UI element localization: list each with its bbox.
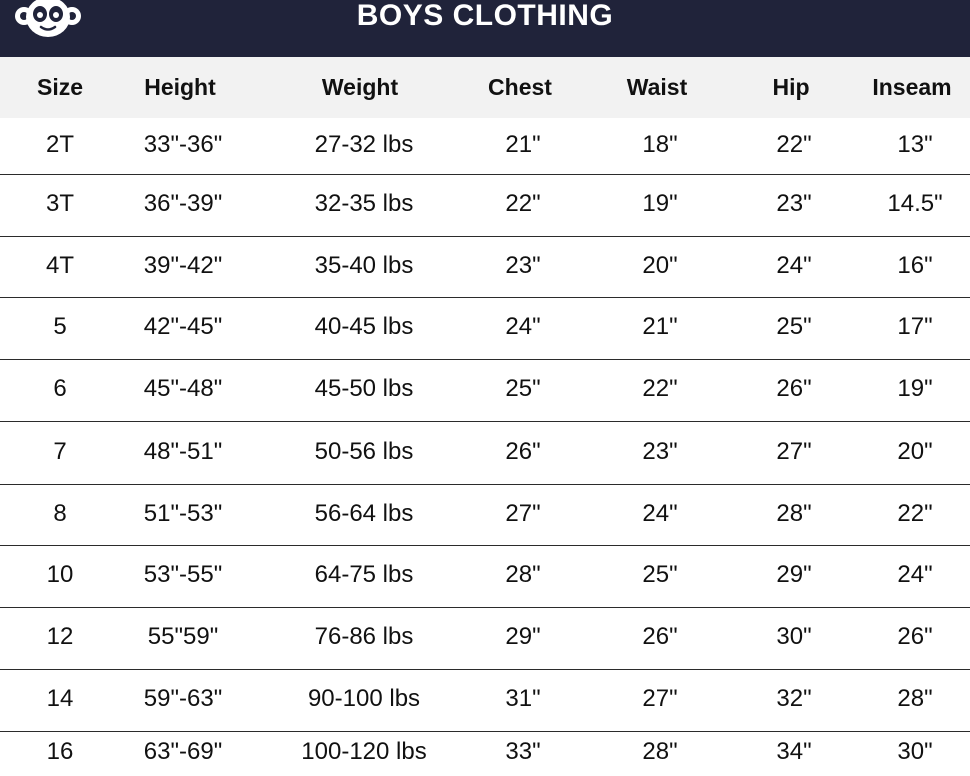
- cell-chest: 27": [505, 499, 541, 527]
- cell-size: 12: [46, 623, 74, 650]
- cell-weight: 50-56 lbs: [314, 437, 414, 465]
- cell-size: 6: [53, 375, 67, 402]
- table-row: [0, 732, 970, 775]
- column-header-waist: Waist: [626, 74, 688, 100]
- table-header-row: [0, 57, 970, 118]
- cell-chest: 31": [505, 685, 541, 712]
- cell-size: 8: [53, 499, 67, 527]
- table-row: [0, 298, 970, 360]
- cell-size: 2T: [45, 130, 75, 158]
- cell-waist: 19": [642, 190, 678, 217]
- column-header-height: Height: [144, 74, 216, 100]
- cell-height: 39"-42": [143, 251, 223, 279]
- page-title: BOYS CLOTHING: [356, 0, 614, 32]
- column-header-chest: Chest: [488, 74, 552, 100]
- cell-size: 3T: [45, 190, 75, 217]
- cell-height: 53"-55": [143, 561, 223, 588]
- cell-hip: 34": [776, 738, 812, 765]
- cell-hip: 30": [776, 623, 812, 650]
- table-row: [0, 546, 970, 608]
- table-row: [0, 670, 970, 732]
- cell-size: 16: [46, 738, 74, 765]
- cell-height: 42"-45": [143, 313, 223, 340]
- cell-height: 55"59": [147, 623, 219, 650]
- cell-size: 10: [46, 561, 74, 588]
- table-row: [0, 485, 970, 546]
- cell-inseam: 17": [897, 313, 933, 340]
- cell-inseam: 24": [897, 561, 933, 588]
- cell-chest: 33": [505, 738, 541, 765]
- cell-hip: 32": [776, 685, 812, 712]
- cell-hip: 24": [776, 251, 812, 279]
- cell-inseam: 14.5": [887, 190, 943, 217]
- cell-height: 63"-69": [143, 738, 223, 765]
- cell-height: 59"-63": [143, 685, 223, 712]
- column-header-size: Size: [36, 74, 84, 100]
- cell-inseam: 30": [897, 738, 933, 765]
- cell-hip: 23": [776, 190, 812, 217]
- cell-waist: 23": [642, 437, 678, 465]
- cell-height: 36"-39": [143, 190, 223, 217]
- cell-size: 4T: [45, 251, 75, 279]
- cell-hip: 29": [776, 561, 812, 588]
- cell-hip: 28": [776, 499, 812, 527]
- cell-chest: 23": [505, 251, 541, 279]
- cell-chest: 25": [505, 375, 541, 402]
- cell-weight: 56-64 lbs: [314, 499, 414, 527]
- cell-weight: 45-50 lbs: [314, 375, 414, 402]
- table-row: [0, 118, 970, 175]
- cell-weight: 35-40 lbs: [314, 251, 414, 279]
- column-header-hip: Hip: [772, 74, 810, 100]
- column-header-inseam: Inseam: [872, 74, 952, 100]
- cell-inseam: 13": [897, 130, 933, 158]
- table-row: [0, 237, 970, 298]
- cell-size: 14: [46, 685, 74, 712]
- cell-weight: 64-75 lbs: [314, 561, 414, 588]
- cell-waist: 20": [642, 251, 678, 279]
- cell-weight: 90-100 lbs: [307, 685, 421, 712]
- cell-waist: 21": [642, 313, 678, 340]
- cell-hip: 27": [776, 437, 812, 465]
- cell-inseam: 20": [897, 437, 933, 465]
- cell-waist: 22": [642, 375, 678, 402]
- cell-inseam: 16": [897, 251, 933, 279]
- table-row: [0, 175, 970, 237]
- cell-chest: 26": [505, 437, 541, 465]
- cell-size: 7: [53, 437, 67, 465]
- cell-weight: 32-35 lbs: [314, 190, 414, 217]
- cell-chest: 24": [505, 313, 541, 340]
- cell-waist: 26": [642, 623, 678, 650]
- cell-hip: 25": [776, 313, 812, 340]
- cell-waist: 18": [642, 130, 678, 158]
- cell-weight: 40-45 lbs: [314, 313, 414, 340]
- cell-weight: 76-86 lbs: [314, 623, 414, 650]
- cell-height: 51"-53": [143, 499, 223, 527]
- cell-chest: 28": [505, 561, 541, 588]
- cell-inseam: 22": [897, 499, 933, 527]
- table-row: [0, 422, 970, 485]
- cell-height: 33"-36": [143, 130, 223, 158]
- cell-size: 5: [53, 313, 67, 340]
- header-bar: [0, 0, 970, 57]
- cell-chest: 21": [505, 130, 541, 158]
- cell-inseam: 19": [897, 375, 933, 402]
- cell-waist: 24": [642, 499, 678, 527]
- cell-weight: 27-32 lbs: [314, 130, 414, 158]
- cell-chest: 29": [505, 623, 541, 650]
- table-row: [0, 608, 970, 670]
- cell-inseam: 28": [897, 685, 933, 712]
- cell-waist: 25": [642, 561, 678, 588]
- cell-height: 45"-48": [143, 375, 223, 402]
- cell-weight: 100-120 lbs: [301, 738, 427, 765]
- column-header-weight: Weight: [321, 74, 399, 100]
- table-row: [0, 360, 970, 422]
- cell-waist: 28": [642, 738, 678, 765]
- cell-inseam: 26": [897, 623, 933, 650]
- cell-hip: 26": [776, 375, 812, 402]
- cell-chest: 22": [505, 190, 541, 217]
- cell-waist: 27": [642, 685, 678, 712]
- cell-height: 48"-51": [143, 437, 223, 465]
- cell-hip: 22": [776, 130, 812, 158]
